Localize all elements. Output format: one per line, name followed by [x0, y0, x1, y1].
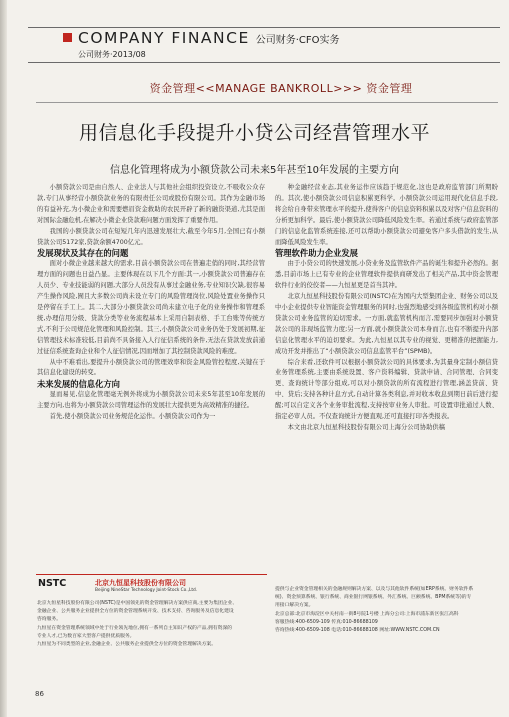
- header-bottom-rule: [28, 62, 500, 63]
- ad-line: 咨询服务。: [37, 617, 61, 623]
- ad-right-text: [275, 586, 498, 635]
- header-top-rule: [28, 27, 500, 28]
- paragraph: 从中不难看出,要提升小额贷款公司的管理效率和资金风险管控程度,关键在于其信息化建设的转变。: [37, 358, 265, 377]
- nstc-logo: NSTC: [38, 578, 67, 589]
- ad-line: 咨询热线:400-6509-108 电话:010-86688108 网址:WWW.NSTC.COM.CN: [275, 628, 440, 634]
- ad-line: 用接口解决方案。: [275, 603, 314, 609]
- ad-line: 北京总部:北京市海淀区中关村南一街8号院1号楼 上海分公司:上海市浦东新区张江高科: [275, 611, 459, 617]
- ad-line: 九恒星在资金管理系统领域中处于行业领先地位,拥有一系列自主知识产权的产品,拥有资深的: [37, 625, 232, 631]
- section-heading: 管理软件助力企业发展: [275, 248, 358, 259]
- paragraph: 综合来看,还软件可以根据小额贷款公司的具体要求,为其量身定制小额信贷业务管理系统,主要由系统设置、客户资料编辑、贷款申请、合同管理、合同变更、查询统计等部分组成,可以对小额贷款的所有流程进行管理,涵盖贷前、贷中、贷后;支持各种计息方式,自动计算各类利息,并对收本收息到期日前后进行提醒;可以自定义各个业务审批流程,支持按审业务人审批。可设置审批通过人数、指定必审人员。不仅查询统计方便直观,还可直接打印各类报表。: [275, 358, 498, 421]
- credit-line: 本文由北京九恒星科技股份有限公司上海分公司协助供稿: [287, 423, 446, 431]
- paragraph: 首先,使小额贷款公司业务规范化运作。小额贷款公司作为一: [49, 413, 216, 421]
- section-heading: 未来发展的信息化方向: [37, 379, 120, 390]
- column-label: 资金管理<<MANAGE BANKROLL>>> 资金管理: [149, 82, 413, 95]
- page-spine: [0, 0, 7, 717]
- ad-line: 专业人才,已为数百家大型客户提供优质服务。: [37, 633, 135, 639]
- brand-sub: 公司财务·CFO实务: [255, 35, 340, 46]
- paragraph: 我国的小额贷款公司在短短几年内迅速发展壮大,截至今年5月,全国已有小额贷款公司5172家,贷款余额4700亿元。: [37, 227, 265, 246]
- paragraph: 种金融经营业态,其业务运作应该趋于规范化,这也是政府监管部门所期盼的。其次,使小额贷款公司信息积累更科学。小额贷款公司运用现代化信息手段,将会给自身带来管理水平的提升,使得客户的信息资料积累以及对客户信息资料的分析更加科学。最后,使小额贷款公司降低风险发生率。若通过系统与政府监管部门的信息化监管系统连接,还可以帮助小额贷款公司避免客户多头借款的发生,从而降低风险发生率。: [275, 184, 498, 246]
- magazine-brand: [78, 29, 340, 47]
- column-rule: [36, 102, 498, 103]
- ad-line: 金融企业、公共服务企业提供全方位的资金管理系统开发、技术支持、咨询服务及信息化建设: [37, 609, 234, 615]
- paragraph: 北京九恒星科技股份有限公司(NSTC)在为国内大型集团企业、财务公司以及中小企业提供专业智能资金管理服务的同时,也强烈地感受到各级监管机构对小额贷款公司业务监管的迫切需求。一方面,就监管机构而言,需要同步加强对小额贷款公司的非现场监管力度;另一方面,就小额贷款公司本身而言,也有不断提升内部信息化管理水平的迫切要求。为此,九恒星以其专业的视觉、更精准的把握能力,成功开发并推出了“小额贷款公司信息监管平台”(SPMB)。: [275, 293, 498, 355]
- paragraph: 显而易见,信息化管理毫无例外将成为小额贷款公司未来5年甚至10年发展的主要方向,也将为小额贷款公司管理运作的发展壮大提供更为高效精准的捷径。: [37, 391, 265, 410]
- section-heading: 发展现状及其存在的问题: [37, 248, 129, 259]
- article-subtitle: 信息化管理将成为小额贷款公司未来5年甚至10年发展的主要方向: [109, 165, 400, 176]
- ad-company-en: Beijing NineStar Technology Joint-Stock Co.,Ltd.: [95, 588, 198, 593]
- paragraph: 面对小微企业越来越大的需求,目前小额贷款公司在普遍走俏的同时,其经营管理方面的问题也日益凸显。主要体现在以下几个方面:其一,小额贷款公司普遍存在人员少、专业技能弱的问题,大部分人员没有从事过金融业务,专业知识欠缺,很容易产生操作风险,囿且大多数公司尚未设立专门的风险管理岗位,风险处置业务操作只是停留在手工上。其二,大部分小额贷款公司尚未建立电子化的业务操作和管理系统,办理信用分级、贷款分类等业务流程基本上采用自制表格、手工台账等传统方式,不利于公司规范化管理和风险控制。其三,小额贷款公司业务仍处于发展初期,征信管理技术标准较低,目前尚不具备接入人行征信系统的条件,无法在贷款发放前通过征信系统查询企业和个人征信情况,因而增加了其控制贷款风险的难度。: [37, 260, 265, 355]
- ad-line: 九恒星为不同类型的企业,金融企业、公共服务企业提供全方位的资金管理解决方案。: [37, 642, 217, 648]
- ad-line: 提供与企业资金管理相关的金融规则解决方案、以及与其他软件系统(如ERP系统、财务软件系: [275, 587, 474, 592]
- ad-left-text: [37, 600, 265, 649]
- brand-name: COMPANY FINANCE: [78, 29, 250, 47]
- ad-line: 统)、资金预算系统、银行系统、商业银行网银系统、外汇系统、巨额系统、BPM系统等)的专: [275, 595, 472, 601]
- page-number: 86: [35, 690, 44, 698]
- article-title: 用信息化手段提升小贷公司经营管理水平: [78, 122, 430, 144]
- ad-divider: [36, 574, 267, 575]
- paragraph: 小额贷款公司是由自然人、企业法人与其他社会组织投资设立,不吸收公众存款,专门从事经营小额贷款业务的有限责任公司或股份有限公司。其作为金融市场的有益补充,为小微企业和需要燃眉资金救助的农民开辟了新的融资渠道,尤其是面对国际金融危机,在解决小微企业贷款难问题方面发挥了重要作用。: [37, 184, 265, 224]
- paragraph: 由于小贷公司的快速发展,小贷业务及监管软件产品的诞生和提升必然的。据悉,目前市场上已有专业的企业管理软件提供商研发出了相关产品,其中资金管理软件行业的佼佼者——九恒星更是首当其冲。: [275, 260, 498, 290]
- right-column: [275, 183, 498, 434]
- ad-line: 北京九恒星科技股份有限公司(NSTC)是中国领先的资金管理解决方案供应商,主要为集团企业、: [37, 601, 238, 606]
- ad-line: 客服热线:400-6509-109 传真:010-86688109: [275, 619, 378, 625]
- left-column: [37, 183, 265, 423]
- issue-label: 公司财务·2013/08: [78, 50, 146, 59]
- header-marker: [63, 33, 72, 42]
- ad-company-cn: 北京九恒星科技股份有限公司: [95, 579, 186, 587]
